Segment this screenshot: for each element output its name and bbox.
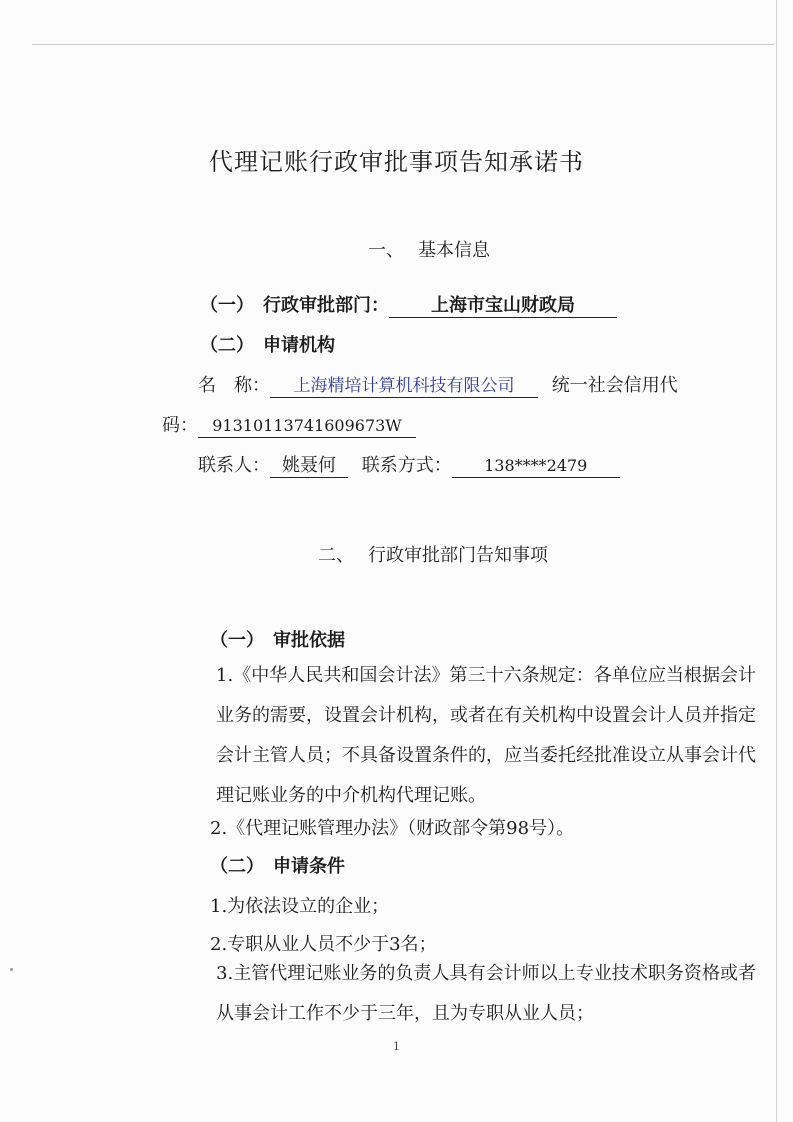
dept-label: （一） 行政审批部门： xyxy=(200,295,389,316)
page-number: 1 xyxy=(393,1040,400,1053)
basis-heading: （一） 审批依据 xyxy=(210,630,345,651)
section-title: 基本信息 xyxy=(418,240,490,261)
phone-value: 138****2479 xyxy=(452,455,620,478)
condition-3: 3.主管代理记账业务的负责人具有会计师以上专业技术职务资格或者从事会计工作不少于三年，且为专职从业人员； xyxy=(216,963,756,1024)
basis-paragraph-1: 1.《中华人民共和国会计法》第三十六条规定：各单位应当根据会计业务的需要，设置会计机构，或者在有关机构中设置会计人员并指定会计主管人员；不具备设置条件的，应当委托经批准设立从事会计代理记账业务的中介机构代理记账。 xyxy=(216,665,756,806)
contact-value: 姚聂何 xyxy=(270,455,348,478)
basis-paragraph-2: 2.《代理记账管理办法》（财政部令第98号）。 xyxy=(210,818,575,839)
condition-1: 1.为依法设立的企业； xyxy=(210,896,390,917)
scan-speck xyxy=(10,968,13,971)
credit-code-label: 统一社会信用代 xyxy=(551,375,678,396)
section-heading-basic-info xyxy=(368,236,490,262)
contact-label: 联系人： xyxy=(198,455,270,476)
phone-label: 联系方式： xyxy=(361,455,452,476)
section-heading-notice xyxy=(318,541,548,567)
name-row xyxy=(198,371,678,398)
condition-2: 2.专职从业人员不少于3名； xyxy=(210,934,437,955)
contact-row xyxy=(198,451,620,478)
top-rule xyxy=(32,44,774,45)
section-number: 二、 xyxy=(318,545,354,566)
code-value: 91310113741609673W xyxy=(198,415,416,438)
code-row xyxy=(162,411,416,438)
document-title: 代理记账行政审批事项告知承诺书 xyxy=(209,148,584,176)
code-label: 码： xyxy=(162,415,198,436)
section-title: 行政审批部门告知事项 xyxy=(368,545,548,566)
org-heading: （二） 申请机构 xyxy=(200,335,335,356)
dept-value: 上海市宝山财政局 xyxy=(389,295,617,318)
section-number: 一、 xyxy=(368,240,404,261)
conditions-heading: （二） 申请条件 xyxy=(210,856,345,877)
dept-row xyxy=(200,291,617,318)
name-value: 上海精培计算机科技有限公司 xyxy=(270,375,538,398)
name-label: 名 称： xyxy=(198,375,270,396)
